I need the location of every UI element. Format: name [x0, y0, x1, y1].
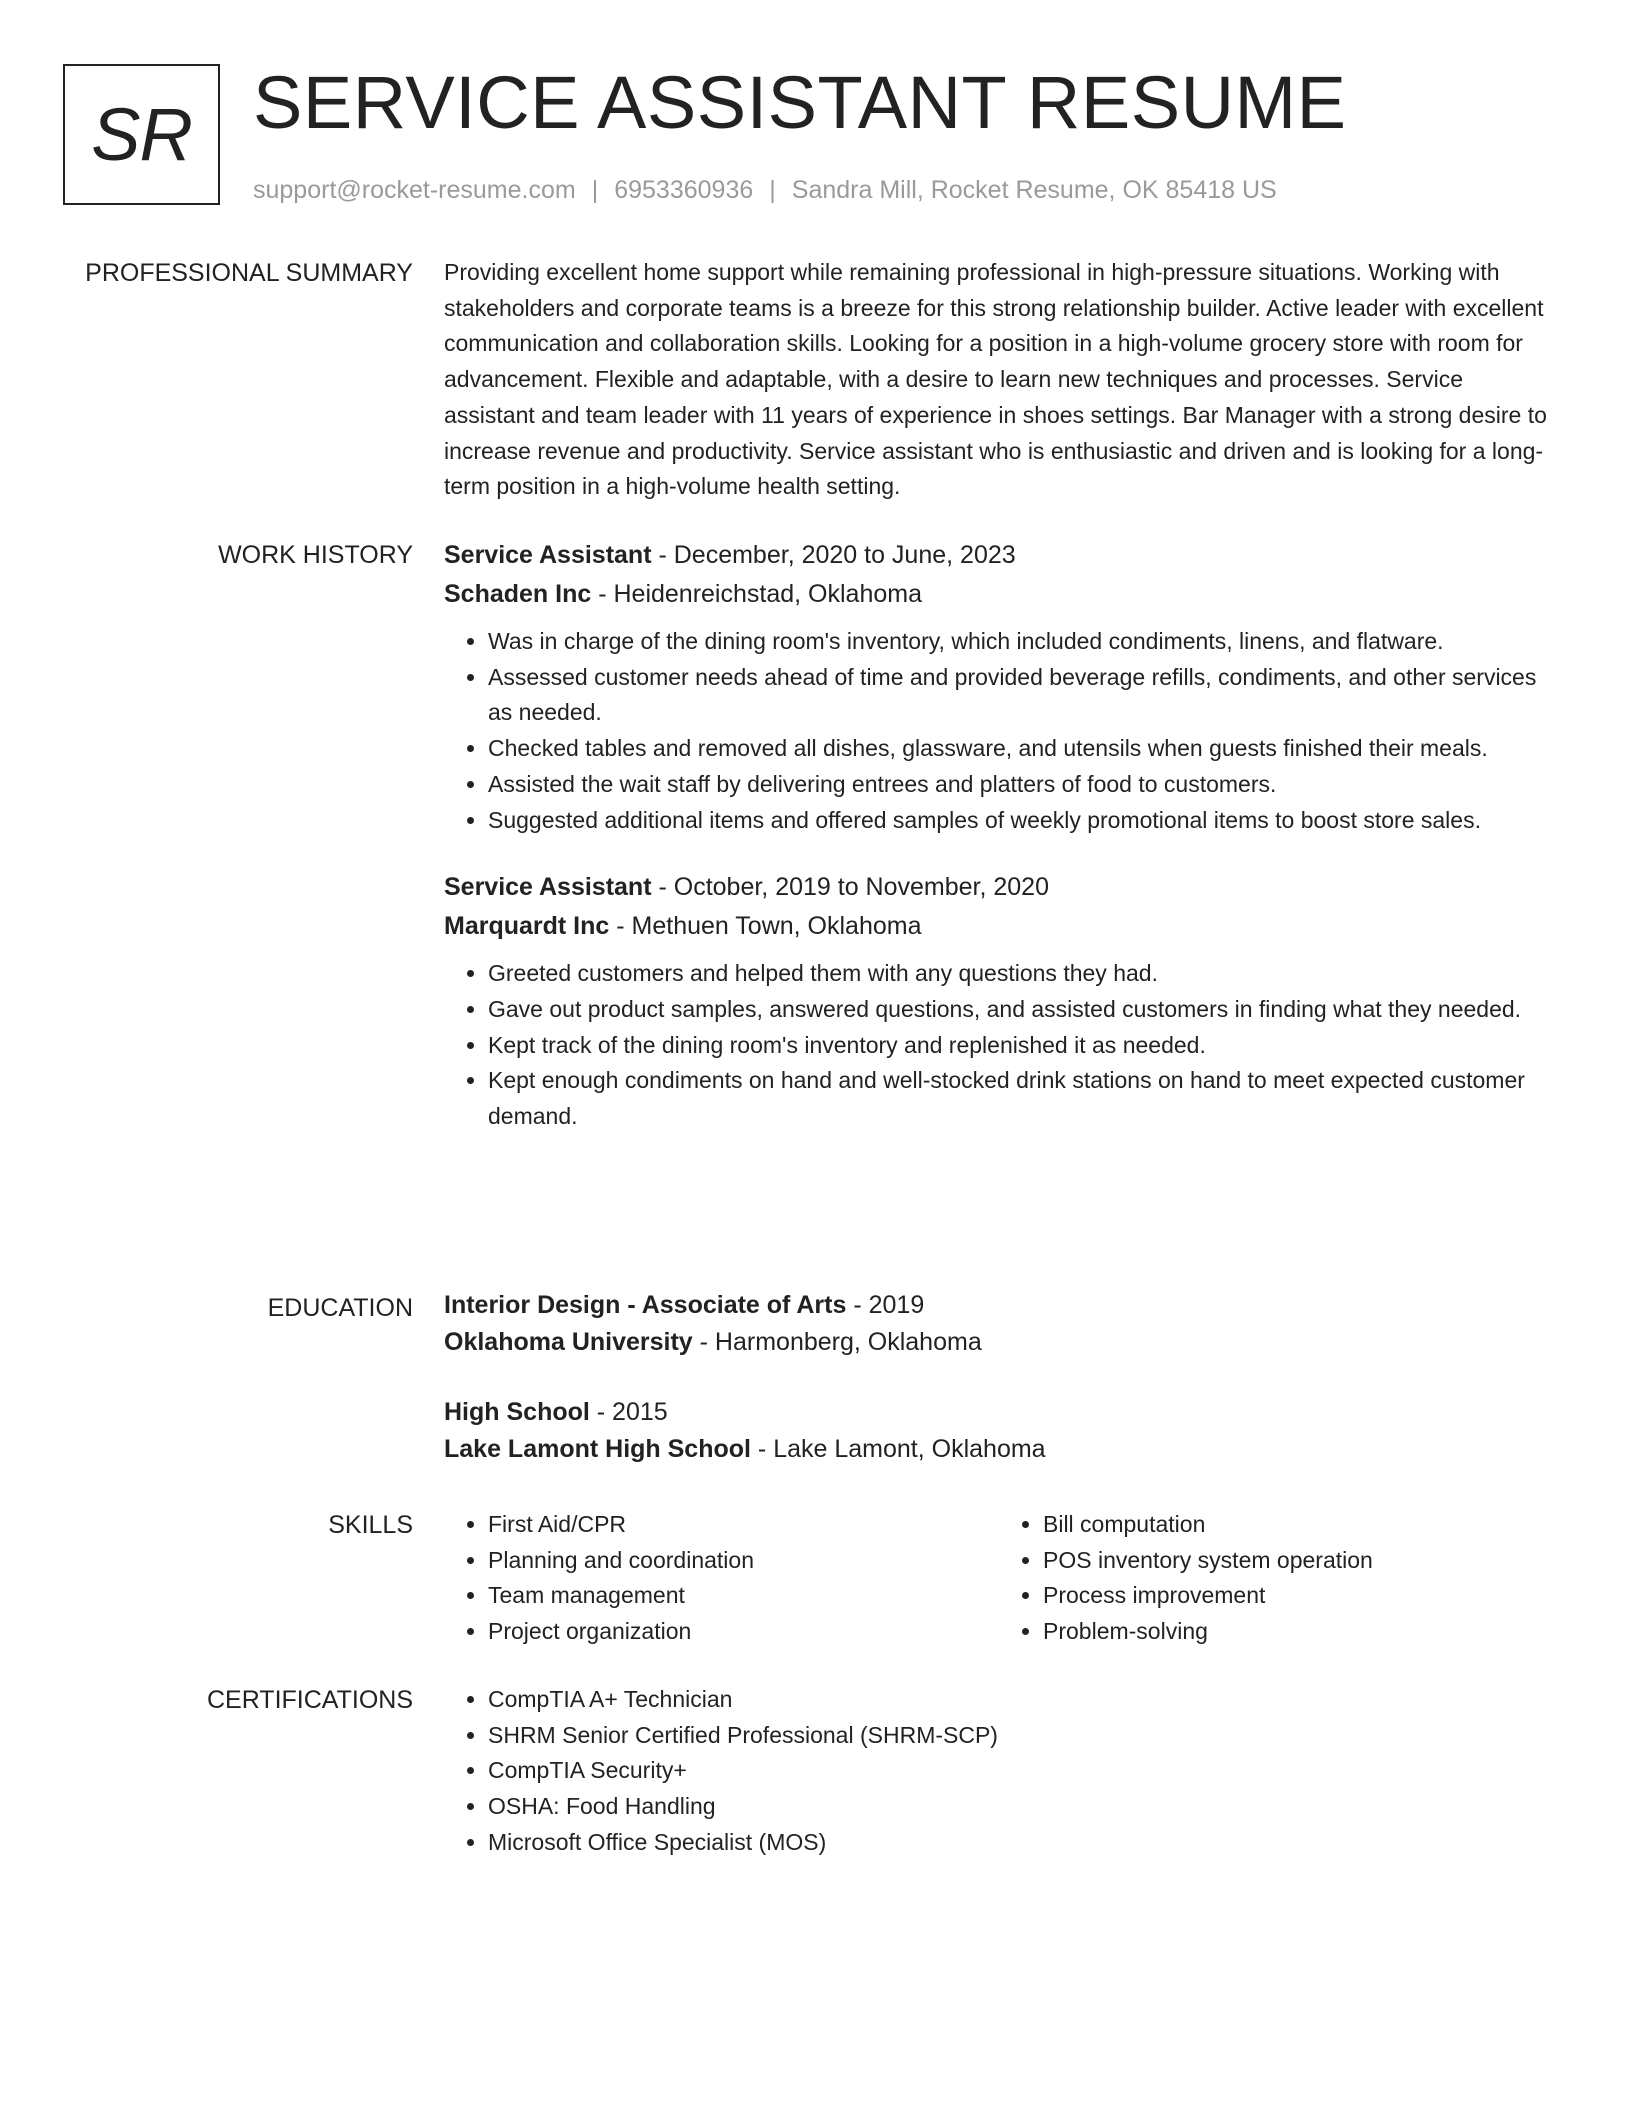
list-item: • Kept enough condiments on hand and well-stocked drink stations on hand to meet expected customer demand.	[488, 1063, 1554, 1134]
list-item: • Greeted customers and helped them with any questions they had.	[488, 956, 1554, 992]
certification-item: • OSHA: Food Handling	[488, 1789, 1554, 1825]
skill-item: • Team management	[488, 1578, 999, 1614]
job-company: Marquardt Inc	[444, 912, 610, 941]
school-location: - Harmonberg, Oklahoma	[692, 1328, 982, 1356]
job-dates: - October, 2019 to November, 2020	[651, 873, 1049, 902]
skills-grid	[444, 1507, 1554, 1650]
monogram-badge: SR	[63, 64, 220, 205]
list-item: • Checked tables and removed all dishes, glassware, and utensils when guests finished their meals.	[488, 731, 1554, 767]
skill-item: • Process improvement	[1043, 1578, 1554, 1614]
skills-column	[444, 1507, 999, 1650]
skill-item: • Project organization	[488, 1614, 999, 1650]
job-title-line	[444, 868, 1554, 907]
job-location: - Methuen Town, Oklahoma	[609, 912, 922, 941]
section-heading: PROFESSIONAL SUMMARY	[85, 259, 413, 287]
section-heading: SKILLS	[328, 1511, 413, 1539]
resume-header	[63, 61, 1572, 212]
certifications-list	[444, 1682, 1554, 1861]
contact-phone[interactable]: 6953360936	[614, 176, 754, 204]
section-heading: CERTIFICATIONS	[206, 1686, 413, 1714]
job-company-line	[444, 907, 1554, 946]
education-entry	[444, 1394, 1554, 1468]
contact-email[interactable]: support@rocket-resume.com	[253, 176, 576, 204]
skill-item: • First Aid/CPR	[488, 1507, 999, 1543]
certification-item: • CompTIA Security+	[488, 1753, 1554, 1789]
school-name: Oklahoma University	[444, 1328, 693, 1356]
skill-item: • Planning and coordination	[488, 1543, 999, 1579]
degree-line	[444, 1287, 1554, 1324]
contact-separator: |	[769, 176, 776, 204]
skill-item: • Bill computation	[1043, 1507, 1554, 1543]
skill-item: • Problem-solving	[1043, 1614, 1554, 1650]
school-line	[444, 1431, 1554, 1468]
degree: High School	[444, 1398, 590, 1426]
list-item: • Kept track of the dining room's inventory and replenished it as needed.	[488, 1028, 1554, 1064]
job-dates: - December, 2020 to June, 2023	[651, 541, 1016, 569]
list-item: • Assessed customer needs ahead of time and provided beverage refills, condiments, and other services as needed.	[488, 660, 1554, 731]
job-company-line	[444, 575, 1554, 614]
school-line	[444, 1324, 1554, 1361]
list-item: • Suggested additional items and offered samples of weekly promotional items to boost store sales.	[488, 803, 1554, 839]
list-item: • Assisted the wait staff by delivering entrees and platters of food to customers.	[488, 767, 1554, 803]
graduation-year: - 2015	[589, 1398, 668, 1426]
list-item: • Was in charge of the dining room's inventory, which included condiments, linens, and flatware.	[488, 624, 1554, 660]
job-title: Service Assistant	[444, 541, 652, 569]
degree-line	[444, 1394, 1554, 1431]
job-title-line	[444, 536, 1554, 575]
job-entry	[444, 536, 1554, 838]
job-duties-list	[444, 624, 1554, 838]
contact-address: Sandra Mill, Rocket Resume, OK 85418 US	[791, 176, 1277, 204]
page-title: SERVICE ASSISTANT RESUME	[253, 61, 1347, 144]
job-company: Schaden Inc	[444, 580, 592, 608]
job-title: Service Assistant	[444, 873, 652, 902]
contact-line	[253, 172, 1277, 208]
certification-item: • SHRM Senior Certified Professional (SHRM-SCP)	[488, 1718, 1554, 1754]
certification-item: • Microsoft Office Specialist (MOS)	[488, 1825, 1554, 1861]
contact-separator: |	[591, 176, 599, 204]
section-heading: WORK HISTORY	[218, 541, 413, 569]
job-location: - Heidenreichstad, Oklahoma	[591, 580, 922, 608]
skill-item: • POS inventory system operation	[1043, 1543, 1554, 1579]
school-name: Lake Lamont High School	[444, 1435, 751, 1463]
certification-item: • CompTIA A+ Technician	[488, 1682, 1554, 1718]
job-duties-list	[444, 956, 1554, 1135]
skills-column	[999, 1507, 1554, 1650]
section-heading: EDUCATION	[267, 1294, 413, 1322]
summary-text: Providing excellent home support while remaining professional in high-pressure situations. Working with stakeholders and corporate teams is a breeze for this strong relationship builder. Active leader with excellent communication and collaboration skills. Looking for a position in a high-volume grocery store with room for advancement. Flexible and adaptable, with a desire to learn new techniques and processes. Service assistant and team leader with 11 years of experience in shoes settings. Bar Manager with a strong desire to increase revenue and productivity. Service assistant who is enthusiastic and driven and is looking for a long-term position in a high-volume health setting.	[444, 259, 1547, 500]
school-location: - Lake Lamont, Oklahoma	[750, 1435, 1046, 1463]
job-entry	[444, 868, 1554, 1135]
list-item: • Gave out product samples, answered questions, and assisted customers in finding what they needed.	[488, 992, 1554, 1028]
education-entry	[444, 1287, 1554, 1361]
graduation-year: - 2019	[846, 1291, 925, 1319]
degree: Interior Design - Associate of Arts	[444, 1291, 847, 1319]
